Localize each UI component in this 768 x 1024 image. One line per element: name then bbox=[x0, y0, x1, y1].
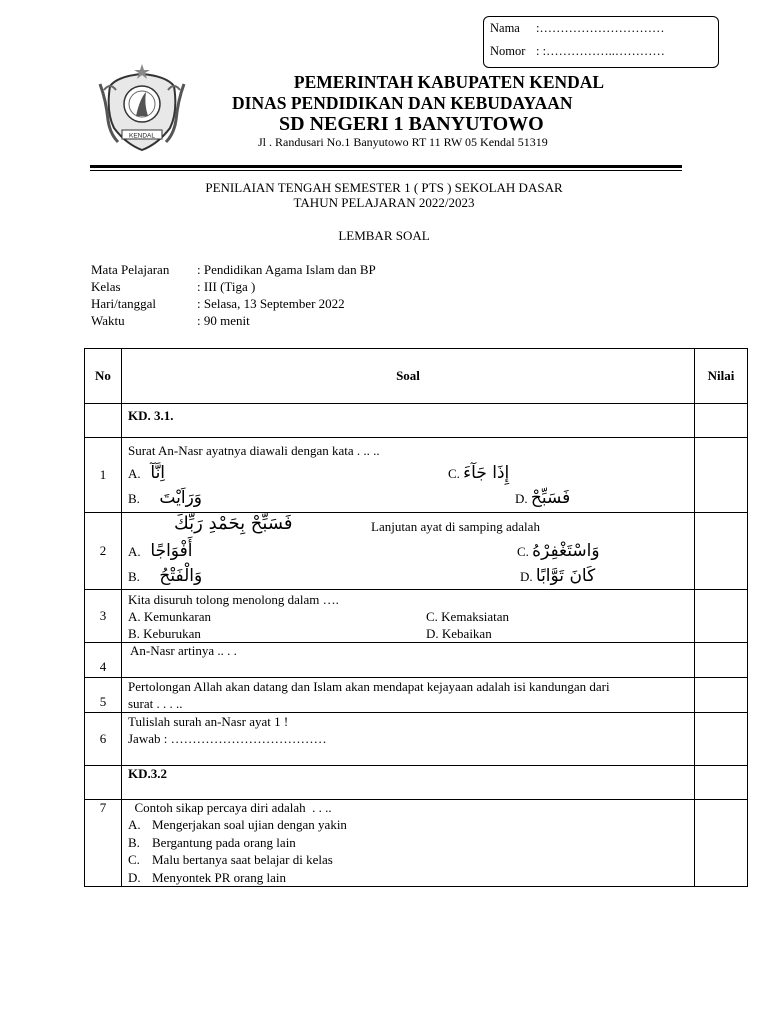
table-row bbox=[85, 678, 748, 713]
name-row bbox=[490, 21, 664, 36]
option-arabic: فَسَبِّحْ bbox=[530, 488, 571, 508]
question-number: 6 bbox=[85, 713, 122, 766]
logo-text: KENDAL bbox=[128, 132, 156, 140]
option-label: C. bbox=[517, 544, 529, 559]
option-label: A. bbox=[128, 817, 141, 832]
header-government: PEMERINTAH KABUPATEN KENDAL bbox=[293, 72, 605, 92]
exam-year: TAHUN PELAJARAN 2022/2023 bbox=[293, 195, 475, 210]
question-2 bbox=[122, 513, 695, 590]
option-arabic: اِنَّآ bbox=[150, 463, 166, 483]
score-cell[interactable] bbox=[695, 713, 748, 766]
option-a bbox=[128, 541, 192, 561]
question-number: 1 bbox=[85, 438, 122, 513]
option-arabic: أَفْوَاجًا bbox=[150, 541, 193, 561]
option-arabic: وَرَاَيْتَ bbox=[159, 488, 202, 508]
meta-row-class bbox=[91, 279, 376, 296]
verse-arabic: فَسَبِّحْ بِحَمْدِ رَبِّكَ bbox=[174, 513, 293, 534]
option-d bbox=[128, 870, 347, 888]
score-cell[interactable] bbox=[695, 404, 748, 438]
number-field[interactable]: : :……………..………… bbox=[536, 44, 665, 58]
meta-value: : 90 menit bbox=[197, 313, 250, 328]
exam-meta bbox=[91, 262, 376, 330]
option-b bbox=[128, 488, 202, 508]
table-row bbox=[85, 800, 748, 887]
option-text: Mengerjakan soal ujian dengan yakin bbox=[152, 817, 347, 832]
answer-field[interactable]: Jawab : ……………………………… bbox=[128, 731, 327, 746]
option-label: D. bbox=[128, 869, 141, 885]
name-label: Nama bbox=[490, 21, 520, 35]
score-cell[interactable] bbox=[695, 643, 748, 678]
meta-row-time bbox=[91, 313, 376, 330]
meta-value: : III (Tiga ) bbox=[197, 279, 256, 294]
option-label: D. bbox=[515, 491, 528, 506]
meta-value: : Pendidikan Agama Islam dan BP bbox=[197, 262, 376, 277]
exam-title: PENILAIAN TENGAH SEMESTER 1 ( PTS ) SEKOLAH DASAR bbox=[205, 180, 563, 195]
option-a bbox=[128, 463, 165, 483]
question-3 bbox=[122, 590, 695, 643]
score-cell[interactable] bbox=[695, 438, 748, 513]
table-row bbox=[85, 766, 748, 800]
question-number: 5 bbox=[85, 678, 122, 713]
option-label: B. bbox=[128, 569, 140, 584]
number-row bbox=[490, 44, 665, 59]
kd-heading: KD.3.2 bbox=[122, 766, 695, 800]
question-7 bbox=[122, 800, 695, 887]
option-label: D. bbox=[520, 569, 533, 584]
option-d bbox=[520, 566, 595, 586]
option-b bbox=[128, 566, 202, 586]
meta-value: : Selasa, 13 September 2022 bbox=[197, 296, 345, 311]
header-school: SD NEGERI 1 BANYUTOWO bbox=[279, 113, 544, 135]
score-cell[interactable] bbox=[695, 800, 748, 887]
table-row bbox=[85, 643, 748, 678]
question-text: Kita disuruh tolong menolong dalam …. bbox=[128, 592, 339, 607]
option-a bbox=[128, 817, 347, 835]
table-row bbox=[85, 713, 748, 766]
table-row bbox=[85, 590, 748, 643]
option-d: D. Kebaikan bbox=[426, 626, 492, 641]
option-c bbox=[517, 541, 600, 561]
header-department: DINAS PENDIDIKAN DAN KEBUDAYAAN bbox=[232, 93, 573, 113]
question-6 bbox=[122, 713, 695, 766]
option-c bbox=[128, 852, 347, 870]
option-d bbox=[515, 488, 570, 508]
question-text: Surat An-Nasr ayatnya diawali dengan kata . .. .. bbox=[128, 443, 380, 458]
question-text: Contoh sikap percaya diri adalah . . .. bbox=[128, 800, 332, 815]
option-c: C. Kemaksiatan bbox=[426, 609, 510, 624]
option-arabic: وَالْفَتْحُ bbox=[159, 566, 203, 586]
table-header-row bbox=[85, 349, 748, 404]
question-number: 7 bbox=[85, 800, 122, 887]
option-b: B. Keburukan bbox=[128, 626, 201, 641]
option-text: Bergantung pada orang lain bbox=[152, 834, 296, 850]
no-cell bbox=[85, 766, 122, 800]
header-no: No bbox=[85, 349, 122, 404]
table-row bbox=[85, 404, 748, 438]
option-label: C. bbox=[448, 466, 460, 481]
score-cell[interactable] bbox=[695, 513, 748, 590]
option-label: A. bbox=[128, 466, 141, 481]
meta-row-subject bbox=[91, 262, 376, 279]
option-text: Menyontek PR orang lain bbox=[152, 869, 286, 885]
meta-key: Mata Pelajaran bbox=[91, 262, 170, 277]
option-b bbox=[128, 835, 347, 853]
sheet-title: LEMBAR SOAL bbox=[338, 228, 430, 243]
table-row bbox=[85, 513, 748, 590]
meta-key: Hari/tanggal bbox=[91, 296, 156, 311]
score-cell[interactable] bbox=[695, 766, 748, 800]
header-nilai: Nilai bbox=[695, 349, 748, 404]
table-row bbox=[85, 438, 748, 513]
option-arabic: إِذَا جَآءَ bbox=[463, 463, 510, 483]
question-4 bbox=[122, 643, 695, 678]
option-list bbox=[128, 817, 347, 887]
identity-box bbox=[483, 16, 719, 68]
meta-key: Kelas bbox=[91, 279, 121, 294]
question-text: Pertolongan Allah akan datang dan Islam akan mendapat kejayaan adalah isi kandungan dari bbox=[128, 679, 610, 694]
score-cell[interactable] bbox=[695, 678, 748, 713]
question-number: 2 bbox=[85, 513, 122, 590]
meta-key: Waktu bbox=[91, 313, 125, 328]
option-arabic: كَانَ تَوَّابًا bbox=[535, 566, 596, 586]
option-text: Malu bertanya saat belajar di kelas bbox=[152, 852, 333, 867]
kd-heading: KD. 3.1. bbox=[122, 404, 695, 438]
option-arabic: وَاسْتَغْفِرْهُ bbox=[532, 541, 600, 561]
number-label: Nomor bbox=[490, 44, 526, 58]
option-label: B. bbox=[128, 834, 140, 850]
question-number: 4 bbox=[85, 643, 122, 678]
meta-row-date bbox=[91, 296, 376, 313]
no-cell bbox=[85, 404, 122, 438]
option-c bbox=[448, 463, 509, 483]
header-soal: Soal bbox=[122, 349, 695, 404]
score-cell[interactable] bbox=[695, 590, 748, 643]
name-field[interactable]: :………………………… bbox=[536, 21, 665, 35]
question-text: Lanjutan ayat di samping adalah bbox=[371, 519, 540, 534]
option-label: A. bbox=[128, 544, 141, 559]
header-address: Jl . Randusari No.1 Banyutowo RT 11 RW 05 Kendal 51319 bbox=[258, 135, 548, 149]
question-text-cont: surat . . . .. bbox=[128, 696, 183, 711]
header-divider-thin bbox=[90, 170, 682, 171]
question-text: Tulislah surah an-Nasr ayat 1 ! bbox=[128, 714, 289, 729]
header-divider-thick bbox=[90, 165, 682, 168]
question-1 bbox=[122, 438, 695, 513]
option-a: A. Kemunkaran bbox=[128, 609, 212, 624]
question-table bbox=[84, 348, 748, 887]
question-5 bbox=[122, 678, 695, 713]
question-number: 3 bbox=[85, 590, 122, 643]
option-label: B. bbox=[128, 491, 140, 506]
option-label: C. bbox=[128, 852, 140, 867]
question-text: An-Nasr artinya .. . . bbox=[130, 643, 237, 658]
